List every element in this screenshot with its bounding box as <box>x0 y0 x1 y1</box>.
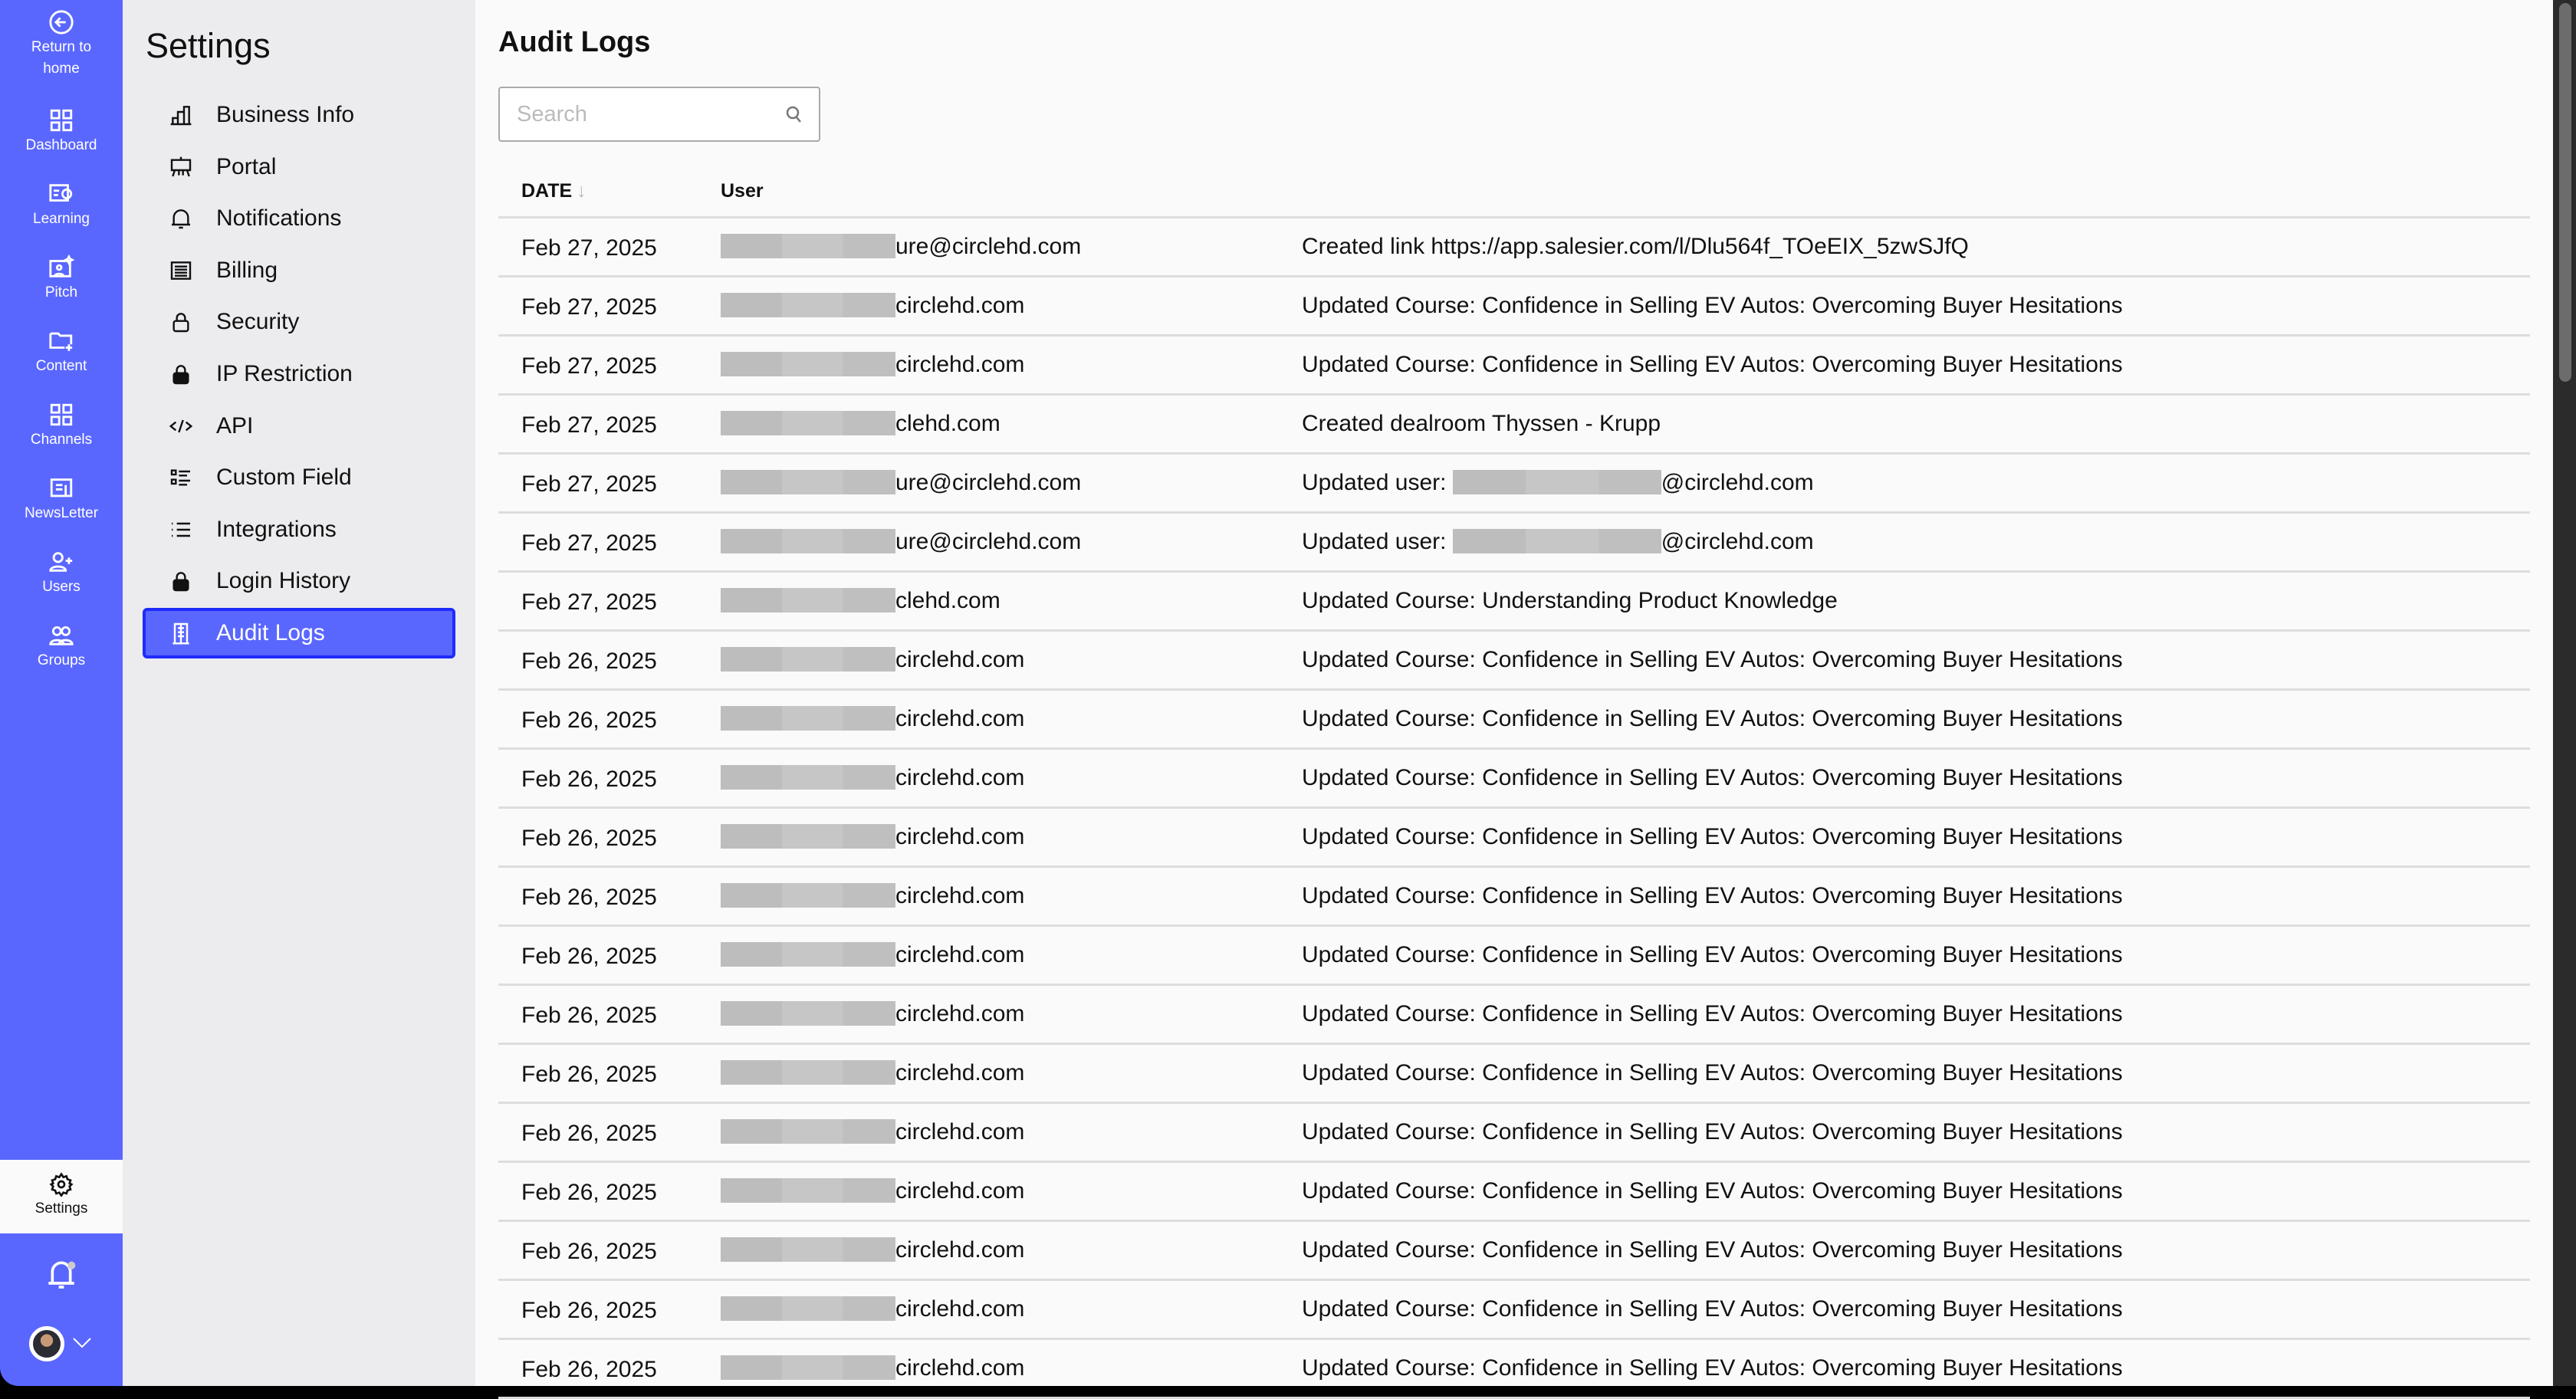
row-user <box>721 1296 1024 1322</box>
row-user-email: circlehd.com <box>895 1001 1025 1026</box>
groups-icon <box>48 622 74 649</box>
row-action <box>1302 411 1661 437</box>
portal-icon <box>166 155 196 179</box>
table-row[interactable] <box>498 514 2530 573</box>
row-date: Feb 26, 2025 <box>521 1121 657 1146</box>
gear-icon <box>49 1172 74 1197</box>
settings-nav-label: Portal <box>216 153 277 179</box>
table-row[interactable] <box>498 1222 2530 1281</box>
row-user-email: circlehd.com <box>895 1355 1025 1381</box>
row-date: Feb 27, 2025 <box>521 353 657 379</box>
row-user <box>721 529 1081 555</box>
settings-nav-portal[interactable] <box>143 142 455 192</box>
row-action-text: Updated Course: Confidence in Selling EV Autos: Overcoming Buyer Hesitations <box>1302 883 2123 908</box>
redacted-block <box>721 1060 895 1085</box>
row-action <box>1302 824 2123 850</box>
redacted-block <box>721 529 895 553</box>
business-info-icon <box>166 103 196 127</box>
user-plus-icon <box>48 549 74 575</box>
redacted-block <box>721 293 895 317</box>
row-action-suffix: @circlehd.com <box>1661 470 1814 495</box>
settings-nav-label: Business Info <box>216 102 355 127</box>
chevron-down-icon[interactable] <box>72 1337 92 1349</box>
rail-label: Content <box>35 358 87 374</box>
rail-groups[interactable] <box>0 622 123 672</box>
row-date: Feb 26, 2025 <box>521 1180 657 1205</box>
row-action-text: Updated Course: Confidence in Selling EV Autos: Overcoming Buyer Hesitations <box>1302 1355 2123 1381</box>
row-date: Feb 26, 2025 <box>521 708 657 733</box>
redacted-block <box>721 647 895 672</box>
row-action <box>1302 1001 2123 1027</box>
settings-nav-audit-logs[interactable] <box>143 608 455 658</box>
rail-return-home[interactable] <box>0 9 123 80</box>
row-action <box>1302 1119 2123 1145</box>
table-row[interactable] <box>498 750 2530 809</box>
row-action-text: Updated Course: Confidence in Selling EV Autos: Overcoming Buyer Hesitations <box>1302 352 2123 377</box>
row-action-text: Updated Course: Confidence in Selling EV Autos: Overcoming Buyer Hesitations <box>1302 1001 2123 1026</box>
redacted-block <box>721 883 895 908</box>
row-user-email: circlehd.com <box>895 352 1025 377</box>
redacted-block <box>721 352 895 376</box>
rail-label: Users <box>42 579 80 595</box>
rail-newsletter[interactable] <box>0 475 123 524</box>
dashboard-icon <box>48 107 74 133</box>
table-row[interactable] <box>498 1340 2530 1399</box>
row-action-text: Updated Course: Confidence in Selling EV Autos: Overcoming Buyer Hesitations <box>1302 942 2123 967</box>
row-action-text: Updated Course: Confidence in Selling EV Autos: Overcoming Buyer Hesitations <box>1302 1119 2123 1144</box>
row-action-text: Updated Course: Confidence in Selling EV Autos: Overcoming Buyer Hesitations <box>1302 765 2123 790</box>
table-row[interactable] <box>498 1045 2530 1104</box>
row-user-email: circlehd.com <box>895 824 1025 849</box>
table-row[interactable] <box>498 632 2530 691</box>
settings-nav-business-info[interactable] <box>143 90 455 140</box>
redacted-block <box>721 1296 895 1321</box>
api-icon <box>166 414 196 438</box>
redacted-block <box>721 1119 895 1144</box>
row-user-email: circlehd.com <box>895 293 1025 318</box>
row-user <box>721 1060 1024 1086</box>
row-date: Feb 26, 2025 <box>521 767 657 792</box>
security-icon <box>166 310 196 334</box>
rail-dashboard[interactable] <box>0 107 123 156</box>
row-date: Feb 26, 2025 <box>521 944 657 969</box>
settings-nav-label: Login History <box>216 568 351 594</box>
row-user <box>721 706 1024 732</box>
rail-label: NewsLetter <box>24 505 99 521</box>
page-title: Audit Logs <box>498 26 651 58</box>
row-action-text: Updated user: <box>1302 470 1447 495</box>
row-user <box>721 234 1081 260</box>
ip-restriction-icon <box>166 362 196 386</box>
learning-icon <box>48 181 74 207</box>
row-action-text: Updated Course: Confidence in Selling EV Autos: Overcoming Buyer Hesitations <box>1302 1178 2123 1204</box>
settings-nav-api[interactable] <box>143 401 455 452</box>
login-history-icon <box>166 569 196 593</box>
redacted-block <box>1453 529 1661 553</box>
row-action <box>1302 588 1838 614</box>
settings-nav-label: Integrations <box>216 516 337 542</box>
redacted-block <box>721 411 895 435</box>
table-row[interactable] <box>498 278 2530 337</box>
row-user-email: circlehd.com <box>895 647 1025 672</box>
folder-plus-icon <box>48 328 74 354</box>
row-action-text: Created dealroom Thyssen - Krupp <box>1302 411 1661 436</box>
app-rail <box>0 0 123 1386</box>
custom-field-icon <box>166 465 196 490</box>
rail-label: Groups <box>37 652 86 668</box>
row-user <box>721 1119 1024 1145</box>
search-box[interactable] <box>498 87 820 142</box>
row-date: Feb 27, 2025 <box>521 471 657 497</box>
settings-nav-label: API <box>216 412 254 438</box>
column-date-header[interactable] <box>521 180 586 202</box>
redacted-block <box>721 942 895 967</box>
settings-nav-custom-field[interactable] <box>143 452 455 503</box>
row-user-email: ure@circlehd.com <box>895 234 1082 259</box>
table-row[interactable] <box>498 1163 2530 1222</box>
row-date: Feb 27, 2025 <box>521 235 657 261</box>
settings-nav-ip-restriction[interactable] <box>143 349 455 399</box>
row-user-email: circlehd.com <box>895 706 1025 731</box>
row-date: Feb 26, 2025 <box>521 1357 657 1382</box>
rail-label: Pitch <box>44 284 78 300</box>
rail-pitch[interactable] <box>0 255 123 304</box>
settings-title: Settings <box>146 26 271 65</box>
row-user <box>721 942 1024 968</box>
table-row[interactable] <box>498 573 2530 632</box>
row-user <box>721 352 1024 378</box>
row-action <box>1302 352 2123 378</box>
arrow-left-circle-icon <box>48 9 74 35</box>
column-user-header: User <box>721 180 764 202</box>
rail-label: Dashboard <box>25 137 97 153</box>
scrollbar[interactable] <box>2553 0 2576 1386</box>
column-date-label: DATE <box>521 180 573 202</box>
row-action <box>1302 1060 2123 1086</box>
row-date: Feb 27, 2025 <box>521 412 657 438</box>
channels-icon <box>48 402 74 428</box>
rail-label: Channels <box>30 432 93 448</box>
settings-nav-security[interactable] <box>143 297 455 347</box>
settings-nav-label: IP Restriction <box>216 361 353 386</box>
settings-nav-billing[interactable] <box>143 245 455 296</box>
row-action-text: Updated Course: Confidence in Selling EV Autos: Overcoming Buyer Hesitations <box>1302 706 2123 731</box>
row-date: Feb 26, 2025 <box>521 1062 657 1087</box>
row-user-email: circlehd.com <box>895 1119 1025 1144</box>
rail-label: Return to <box>31 39 92 55</box>
row-user-email: circlehd.com <box>895 1178 1025 1204</box>
row-user <box>721 1178 1024 1204</box>
search-input[interactable] <box>517 102 770 127</box>
settings-nav-label: Security <box>216 309 300 335</box>
row-date: Feb 27, 2025 <box>521 530 657 556</box>
newsletter-icon <box>48 475 74 501</box>
avatar[interactable] <box>29 1326 64 1361</box>
row-action-text: Updated Course: Understanding Product Knowledge <box>1302 588 1838 613</box>
row-date: Feb 26, 2025 <box>521 1298 657 1323</box>
audit-logs-icon <box>166 621 196 645</box>
settings-nav-label: Custom Field <box>216 465 352 491</box>
row-user-email: clehd.com <box>895 411 1001 436</box>
row-user <box>721 588 1001 614</box>
redacted-block <box>721 234 895 258</box>
scrollbar-thumb[interactable] <box>2559 3 2571 382</box>
redacted-block <box>721 588 895 612</box>
row-date: Feb 26, 2025 <box>521 885 657 910</box>
sort-down-icon: ↓ <box>577 180 586 202</box>
rail-channels[interactable] <box>0 402 123 451</box>
redacted-block <box>721 1237 895 1262</box>
rail-learning[interactable] <box>0 181 123 230</box>
redacted-block <box>721 1355 895 1380</box>
table-row[interactable] <box>498 1104 2530 1163</box>
row-user <box>721 293 1024 319</box>
redacted-block <box>721 765 895 790</box>
row-user-email: ure@circlehd.com <box>895 470 1082 495</box>
table-row[interactable] <box>498 218 2530 278</box>
row-date: Feb 26, 2025 <box>521 1239 657 1264</box>
row-user <box>721 824 1024 850</box>
row-action <box>1302 647 2123 673</box>
pitch-icon <box>48 255 74 281</box>
row-action <box>1302 470 1814 496</box>
row-date: Feb 27, 2025 <box>521 589 657 615</box>
redacted-block <box>721 1001 895 1026</box>
row-user-email: circlehd.com <box>895 1060 1025 1085</box>
row-action <box>1302 1355 2123 1381</box>
row-action <box>1302 765 2123 791</box>
row-action <box>1302 706 2123 732</box>
bell-icon[interactable] <box>46 1259 77 1292</box>
row-date: Feb 26, 2025 <box>521 1003 657 1028</box>
settings-nav-label: Audit Logs <box>216 620 325 645</box>
row-action <box>1302 883 2123 909</box>
row-action-suffix: @circlehd.com <box>1661 529 1814 554</box>
row-user <box>721 647 1024 673</box>
row-user <box>721 1355 1024 1381</box>
integrations-icon <box>166 517 196 542</box>
rail-label: Settings <box>34 1200 88 1217</box>
row-user-email: circlehd.com <box>895 942 1025 967</box>
redacted-block <box>1453 470 1661 494</box>
row-user <box>721 411 1001 437</box>
row-action <box>1302 942 2123 968</box>
settings-nav-login-history[interactable] <box>143 556 455 606</box>
row-user-email: circlehd.com <box>895 1296 1025 1322</box>
table-row[interactable] <box>498 396 2530 455</box>
row-action <box>1302 1296 2123 1322</box>
row-user-email: circlehd.com <box>895 765 1025 790</box>
table-row[interactable] <box>498 691 2530 750</box>
row-action <box>1302 1178 2123 1204</box>
row-action <box>1302 234 1969 260</box>
table-row[interactable] <box>498 1281 2530 1340</box>
settings-nav-label: Notifications <box>216 205 342 232</box>
table-row[interactable] <box>498 809 2530 868</box>
redacted-block <box>721 470 895 494</box>
table-row[interactable] <box>498 337 2530 396</box>
notifications-icon <box>166 206 196 231</box>
row-date: Feb 27, 2025 <box>521 294 657 320</box>
row-user <box>721 1001 1024 1027</box>
redacted-block <box>721 1178 895 1203</box>
billing-icon <box>166 258 196 283</box>
row-action <box>1302 529 1814 555</box>
settings-nav-label: Billing <box>216 257 278 283</box>
row-user-email: clehd.com <box>895 588 1001 613</box>
table-row[interactable] <box>498 927 2530 986</box>
search-icon[interactable] <box>785 105 803 125</box>
settings-nav-integrations[interactable] <box>143 504 455 555</box>
row-action-text: Updated user: <box>1302 529 1447 554</box>
rail-label: home <box>43 61 80 77</box>
rail-users[interactable] <box>0 549 123 598</box>
row-user-email: circlehd.com <box>895 1237 1025 1263</box>
row-action <box>1302 1237 2123 1263</box>
row-user <box>721 883 1024 909</box>
rail-settings[interactable] <box>0 1160 123 1233</box>
row-user <box>721 765 1024 791</box>
row-date: Feb 26, 2025 <box>521 649 657 674</box>
table-header <box>498 176 2530 218</box>
row-action-text: Updated Course: Confidence in Selling EV Autos: Overcoming Buyer Hesitations <box>1302 824 2123 849</box>
rail-label: Learning <box>33 211 90 227</box>
row-user <box>721 470 1081 496</box>
row-action-text: Updated Course: Confidence in Selling EV Autos: Overcoming Buyer Hesitations <box>1302 647 2123 672</box>
table-row[interactable] <box>498 455 2530 514</box>
rail-content[interactable] <box>0 328 123 377</box>
settings-nav-notifications[interactable] <box>143 193 455 244</box>
row-user-email: circlehd.com <box>895 883 1025 908</box>
row-action-text: Updated Course: Confidence in Selling EV Autos: Overcoming Buyer Hesitations <box>1302 1060 2123 1085</box>
row-action-text: Created link https://app.salesier.com/l/Dlu564f_TOeEIX_5zwSJfQ <box>1302 234 1969 259</box>
table-row[interactable] <box>498 868 2530 927</box>
table-row[interactable] <box>498 986 2530 1045</box>
row-action-text: Updated Course: Confidence in Selling EV Autos: Overcoming Buyer Hesitations <box>1302 1296 2123 1322</box>
settings-panel <box>123 0 475 1386</box>
row-date: Feb 26, 2025 <box>521 826 657 851</box>
redacted-block <box>721 706 895 731</box>
audit-logs-page <box>475 0 2553 1386</box>
row-action <box>1302 293 2123 319</box>
redacted-block <box>721 824 895 849</box>
row-user-email: ure@circlehd.com <box>895 529 1082 554</box>
row-action-text: Updated Course: Confidence in Selling EV Autos: Overcoming Buyer Hesitations <box>1302 293 2123 318</box>
row-user <box>721 1237 1024 1263</box>
row-action-text: Updated Course: Confidence in Selling EV Autos: Overcoming Buyer Hesitations <box>1302 1237 2123 1263</box>
